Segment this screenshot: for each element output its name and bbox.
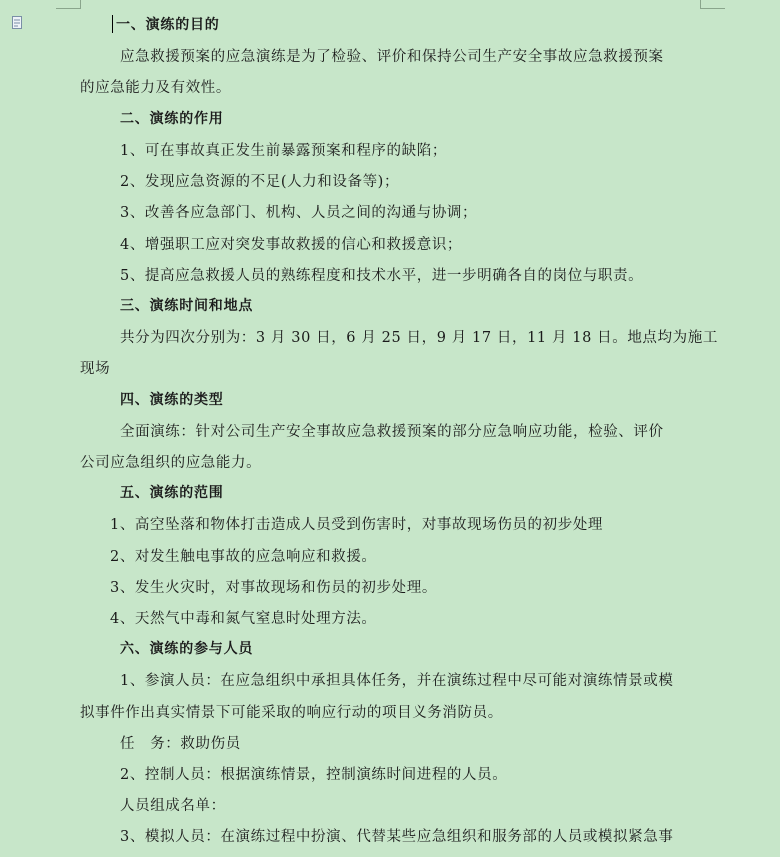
paragraph-line: 的应急能力及有效性。 bbox=[80, 80, 231, 96]
paragraph-line: 人员组成名单： bbox=[120, 798, 226, 814]
paragraph-line: 应急救援预案的应急演练是为了检验、评价和保持公司生产安全事故应急救援预案 bbox=[120, 49, 664, 65]
paragraph-line: 2、控制人员：根据演练情景，控制演练时间进程的人员。 bbox=[120, 767, 508, 783]
list-item: 4、天然气中毒和氮气窒息时处理方法。 bbox=[110, 611, 377, 627]
paragraph-line: 1、参演人员：在应急组织中承担具体任务，并在演练过程中尽可能对演练情景或模 bbox=[120, 673, 674, 689]
section-heading: 三、演练时间和地点 bbox=[120, 298, 254, 314]
text-cursor bbox=[112, 15, 113, 33]
margin-corner-marker bbox=[700, 0, 725, 9]
list-item: 3、发生火灾时，对事故现场和伤员的初步处理。 bbox=[110, 580, 437, 596]
list-item: 2、发现应急资源的不足(人力和设备等)； bbox=[120, 174, 400, 190]
list-item: 4、增强职工应对突发事故救援的信心和救援意识； bbox=[120, 237, 463, 253]
section-heading: 六、演练的参与人员 bbox=[120, 641, 254, 657]
paragraph-line: 现场 bbox=[80, 361, 111, 377]
paragraph-line: 3、模拟人员：在演练过程中扮演、代替某些应急组织和服务部的人员或模拟紧急事 bbox=[120, 829, 674, 845]
list-item: 1、高空坠落和物体打击造成人员受到伤害时，对事故现场伤员的初步处理 bbox=[110, 517, 604, 533]
list-item: 1、可在事故真正发生前暴露预案和程序的缺陷； bbox=[120, 143, 447, 159]
list-item: 5、提高应急救援人员的熟练程度和技术水平，进一步明确各自的岗位与职责。 bbox=[120, 268, 644, 284]
margin-corner-marker bbox=[56, 0, 81, 9]
list-item: 3、改善各应急部门、机构、人员之间的沟通与协调； bbox=[120, 205, 478, 221]
paragraph-line: 共分为四次分别为：3 月 30 日，6 月 25 日，9 月 17 日，11 月 18 日。地点均为施工 bbox=[120, 330, 718, 346]
paragraph-line: 公司应急组织的应急能力。 bbox=[80, 455, 262, 471]
section-heading: 二、演练的作用 bbox=[120, 111, 224, 127]
list-item: 2、对发生触电事故的应急响应和救援。 bbox=[110, 549, 377, 565]
section-heading: 一、演练的目的 bbox=[116, 17, 220, 33]
section-heading: 四、演练的类型 bbox=[120, 392, 224, 408]
document-icon[interactable] bbox=[12, 16, 24, 30]
paragraph-line: 全面演练：针对公司生产安全事故应急救援预案的部分应急响应功能，检验、评价 bbox=[120, 424, 664, 440]
paragraph-line: 拟事件作出真实情景下可能采取的响应行动的项目义务消防员。 bbox=[80, 705, 503, 721]
section-heading: 五、演练的范围 bbox=[120, 485, 224, 501]
paragraph-line: 任 务：救助伤员 bbox=[120, 736, 241, 752]
